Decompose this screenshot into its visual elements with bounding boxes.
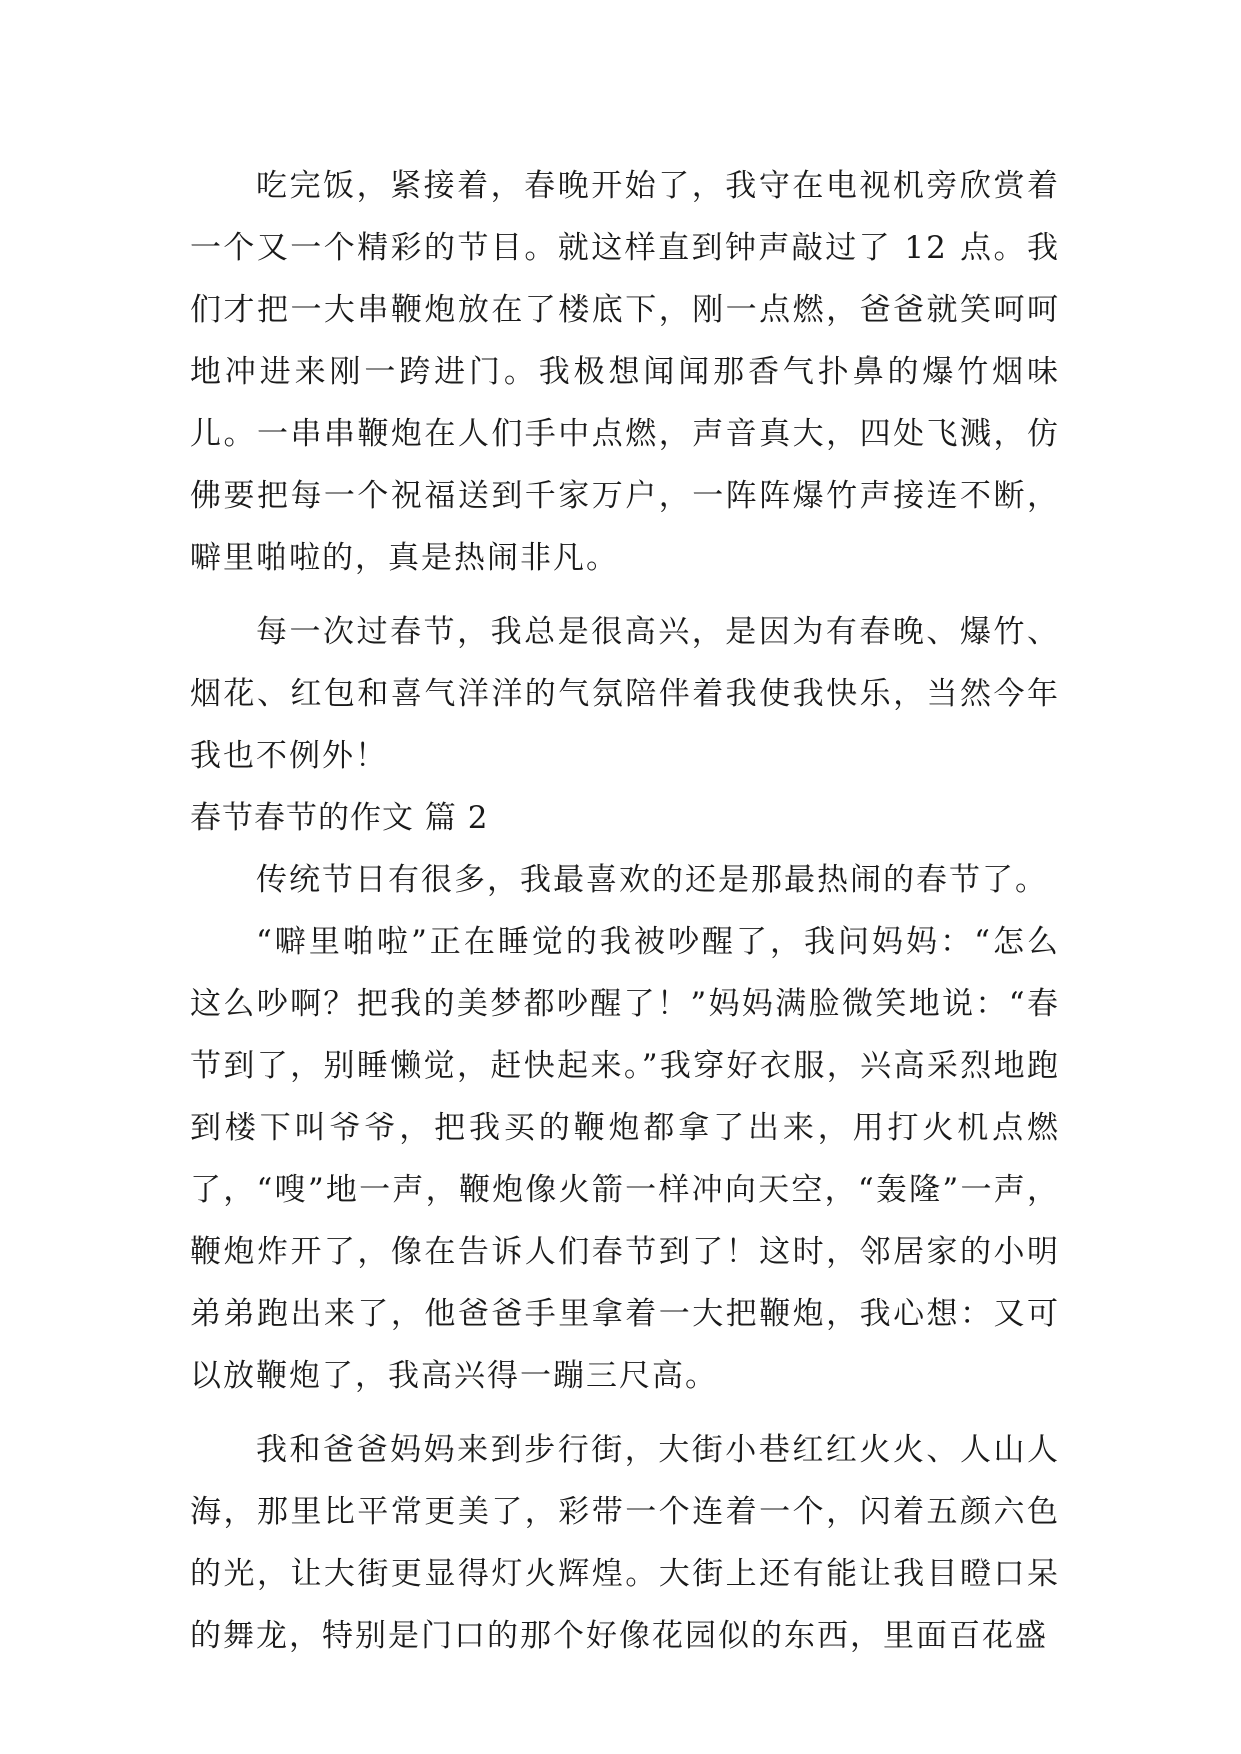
essay-heading: 春节春节的作文 篇 2 bbox=[190, 800, 489, 836]
paragraph-favorite-festival: 传统节日有很多，我最喜欢的还是那最热闹的春节了。 bbox=[256, 862, 1048, 898]
paragraph-new-year-eve: 吃完饭，紧接着，春晚开始了，我守在电视机旁欣赏着一个又一个精彩的节目。就这样直到钟声敲过了 12 点。我们才把一大串鞭炮放在了楼底下，刚一点燃，爸爸就笑呵呵地冲进来刚一跨进门。我极想闻闻那香气扑鼻的爆竹烟味儿。一串串鞭炮在人们手中点燃，声音真大，四处飞溅，仿佛要把每一个祝福送到千家万户，一阵阵爆竹声接连不断，噼里啪啦的，真是热闹非凡。 bbox=[190, 168, 1060, 576]
paragraph-pedestrian-street: 我和爸爸妈妈来到步行街，大街小巷红红火火、人山人海，那里比平常更美了，彩带一个连着一个，闪着五颜六色的光，让大街更显得灯火辉煌。大街上还有能让我目瞪口呆的舞龙，特别是门口的那个好像花园似的东西，里面百花盛 bbox=[190, 1432, 1060, 1654]
paragraph-firecrackers-morning: “噼里啪啦”正在睡觉的我被吵醒了，我问妈妈：“怎么这么吵啊？把我的美梦都吵醒了！”妈妈满脸微笑地说：“春节到了，别睡懒觉，赶快起来。”我穿好衣服，兴高采烈地跑到楼下叫爷爷，把我买的鞭炮都拿了出来，用打火机点燃了，“嗖”地一声，鞭炮像火箭一样冲向天空，“轰隆”一声，鞭炮炸开了，像在告诉人们春节到了！这时，邻居家的小明弟弟跑出来了，他爸爸手里拿着一大把鞭炮，我心想：又可以放鞭炮了，我高兴得一蹦三尺高。 bbox=[190, 924, 1060, 1394]
paragraph-happy-spring-festival: 每一次过春节，我总是很高兴，是因为有春晚、爆竹、烟花、红包和喜气洋洋的气氛陪伴着我使我快乐，当然今年我也不例外！ bbox=[190, 614, 1060, 774]
document-body bbox=[190, 155, 1060, 1679]
